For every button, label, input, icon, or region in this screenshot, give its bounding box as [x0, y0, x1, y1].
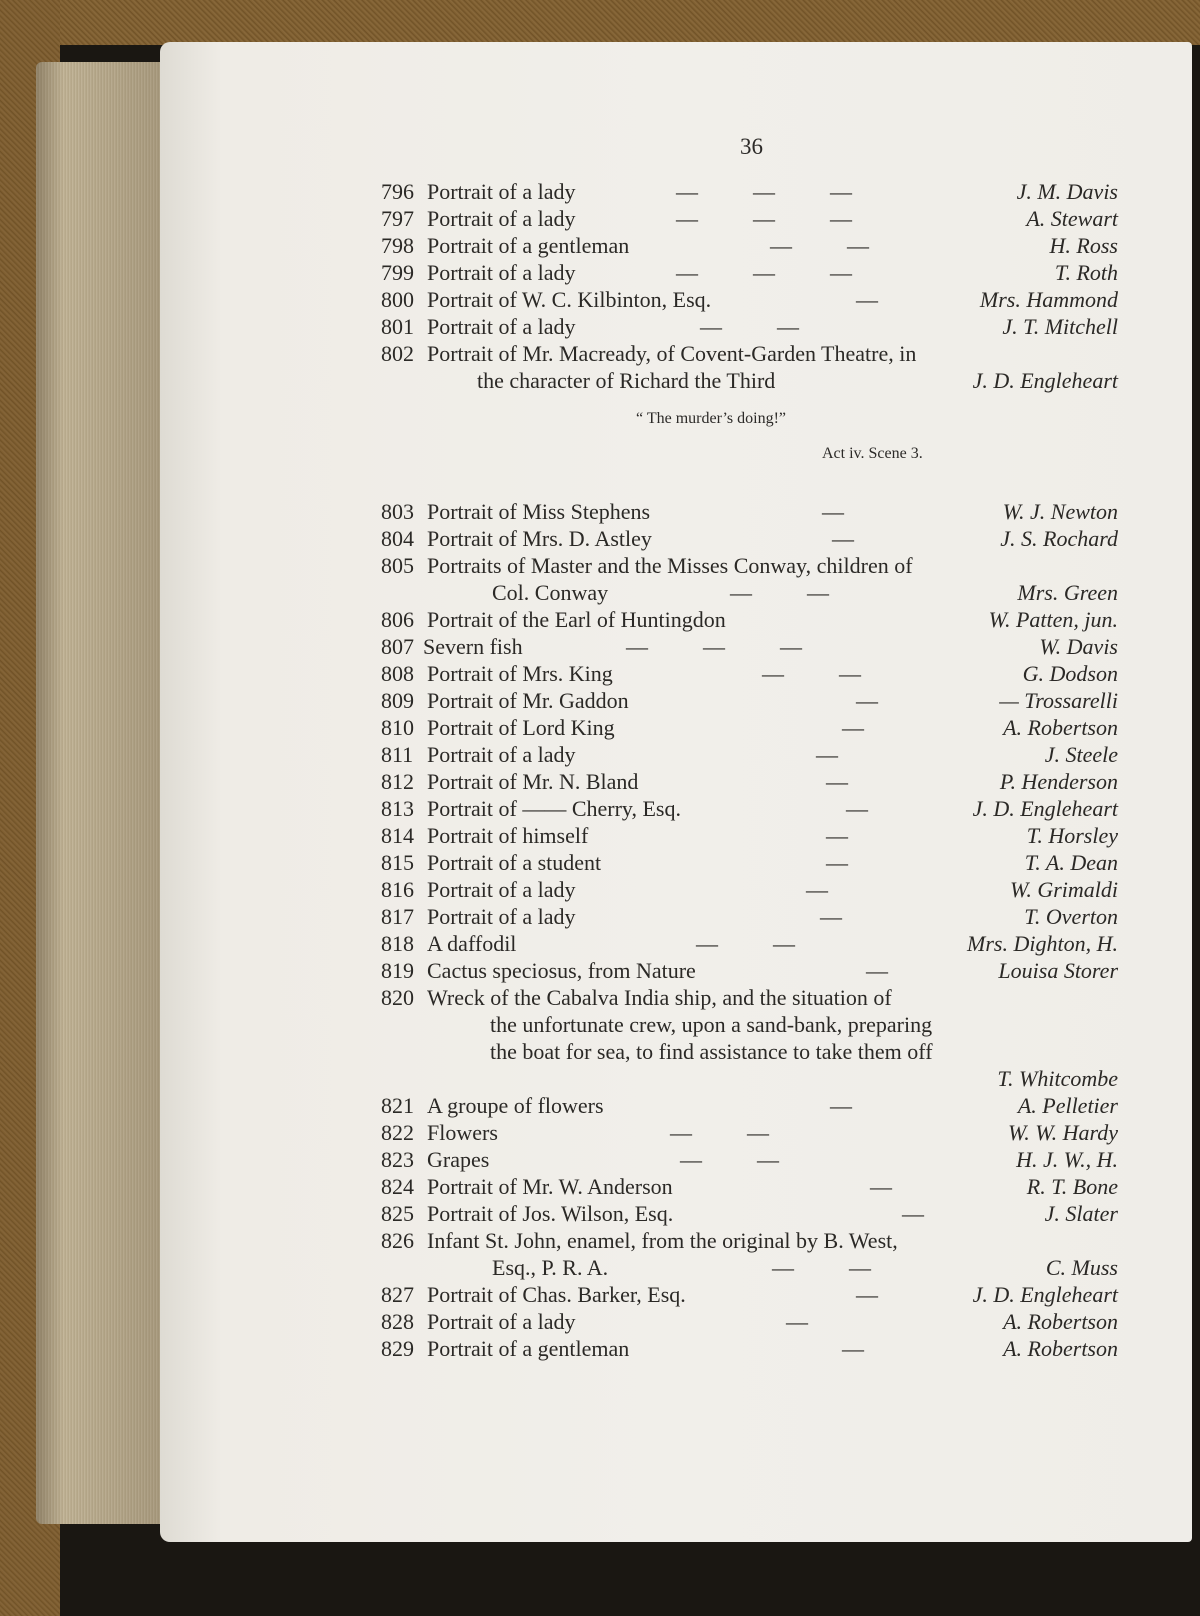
entry-number: 816: [381, 877, 414, 902]
entry-title: Portrait of Miss Stephens: [427, 499, 651, 524]
entry-title: Cactus speciosus, from Nature: [427, 958, 696, 983]
entry-dashes: —: [822, 499, 844, 524]
list-item: [0, 259, 1200, 287]
entry-title: Portrait of a lady: [427, 904, 576, 929]
entry-artist: J. Steele: [1044, 742, 1118, 767]
entry-number: 807: [381, 634, 414, 659]
entry-dashes: — —: [670, 1120, 769, 1145]
list-item-continuation: [0, 367, 1200, 395]
entry-dashes: —: [786, 1309, 808, 1334]
entry-title: Portrait of a gentleman: [427, 1336, 630, 1361]
entry-title: Portrait of a lady: [427, 314, 576, 339]
entry-artist: H. J. W., H.: [1016, 1147, 1118, 1172]
list-item: [0, 340, 1200, 368]
list-item-continuation: [0, 1254, 1200, 1282]
entry-dashes: —: [846, 796, 868, 821]
list-item: [0, 232, 1200, 260]
quotation: “ The murder’s doing!”: [636, 410, 787, 427]
entry-dashes: — —: [696, 931, 795, 956]
entry-artist: P. Henderson: [999, 769, 1118, 794]
entry-title: Flowers: [427, 1120, 498, 1145]
list-item: [0, 768, 1200, 796]
entry-number: 799: [381, 260, 414, 285]
entry-title: Portrait of Mrs. D. Astley: [427, 526, 652, 551]
entry-number: 802: [381, 341, 414, 366]
entry-dashes: — —: [762, 661, 861, 686]
list-item: [0, 903, 1200, 931]
entry-number: 828: [381, 1309, 414, 1334]
entry-artist: J. T. Mitchell: [1002, 314, 1118, 339]
entry-dashes: —: [902, 1201, 924, 1226]
list-item: [0, 178, 1200, 206]
entry-dashes: — —: [680, 1147, 779, 1172]
list-item: [0, 984, 1200, 1012]
entry-title: Portraits of Master and the Misses Conway, children of: [427, 553, 913, 578]
entry-artist: T. Overton: [1024, 904, 1118, 929]
entry-title-continuation: the unfortunate crew, upon a sand-bank, preparing: [490, 1012, 933, 1037]
entry-artist: Mrs. Dighton, H.: [967, 931, 1118, 956]
entry-dashes: —: [856, 1282, 878, 1307]
list-item-continuation: [0, 1038, 1200, 1066]
list-item: [0, 849, 1200, 877]
entry-dashes: — —: [700, 314, 799, 339]
entry-title-continuation: the boat for sea, to find assistance to take them off: [490, 1039, 933, 1064]
entry-artist: W. W. Hardy: [1007, 1120, 1118, 1145]
list-item: [0, 1227, 1200, 1255]
list-item: [0, 1335, 1200, 1363]
entry-number: 825: [381, 1201, 414, 1226]
list-item: [0, 660, 1200, 688]
entry-dashes: — — —: [626, 634, 802, 659]
list-item-continuation: [0, 1011, 1200, 1039]
entry-number: 798: [381, 233, 414, 258]
entry-number: 806: [381, 607, 414, 632]
entry-title: Grapes: [427, 1147, 490, 1172]
entry-dashes: —: [842, 1336, 864, 1361]
entry-artist: J. D. Engleheart: [972, 368, 1118, 393]
entry-number: 819: [381, 958, 414, 983]
list-item: [0, 205, 1200, 233]
entry-dashes: — —: [770, 233, 869, 258]
entry-artist: R. T. Bone: [1026, 1174, 1118, 1199]
entry-number: 827: [381, 1282, 414, 1307]
entry-title: Portrait of Mr. W. Anderson: [427, 1174, 673, 1199]
entry-artist: W. Patten, jun.: [988, 607, 1118, 632]
entry-title-continuation: the character of Richard the Third: [477, 368, 776, 393]
list-item: [0, 957, 1200, 985]
entry-title: Portrait of a lady: [427, 260, 576, 285]
list-item: [0, 1308, 1200, 1336]
entry-artist: A. Stewart: [1026, 206, 1118, 231]
entry-dashes: —: [826, 769, 848, 794]
entry-title: Portrait of Chas. Barker, Esq.: [427, 1282, 686, 1307]
entry-number: 823: [381, 1147, 414, 1172]
entry-artist: C. Muss: [1045, 1255, 1118, 1280]
entry-number: 803: [381, 499, 414, 524]
entry-artist: W. Grimaldi: [1010, 877, 1118, 902]
entry-number: 820: [381, 985, 414, 1010]
entry-artist: A. Robertson: [1003, 715, 1118, 740]
entry-title: Portrait of a student: [427, 850, 602, 875]
entry-artist: Mrs. Green: [1017, 580, 1118, 605]
entry-artist: Louisa Storer: [998, 958, 1118, 983]
entry-title-continuation: Esq., P. R. A.: [492, 1255, 609, 1280]
entry-dashes: —: [826, 850, 848, 875]
list-item: [0, 741, 1200, 769]
entry-dashes: —: [826, 823, 848, 848]
entry-dashes: —: [832, 526, 854, 551]
entry-artist: T. Whitcombe: [997, 1066, 1118, 1091]
list-item: [0, 1281, 1200, 1309]
entry-artist: J. M. Davis: [1016, 179, 1118, 204]
entry-number: 821: [381, 1093, 414, 1118]
entry-title: A daffodil: [427, 931, 517, 956]
list-item: [0, 1173, 1200, 1201]
entry-title-continuation: Col. Conway: [492, 580, 609, 605]
entry-title: Portrait of Mr. N. Bland: [427, 769, 639, 794]
entry-artist: J. Slater: [1044, 1201, 1118, 1226]
list-item: [0, 822, 1200, 850]
entry-number: 811: [381, 742, 414, 767]
list-item: [0, 606, 1200, 634]
entry-artist: W. J. Newton: [1002, 499, 1118, 524]
list-item: [0, 1092, 1200, 1120]
list-item: [0, 525, 1200, 553]
entry-title: Wreck of the Cabalva India ship, and the situation of: [427, 985, 892, 1010]
entry-number: 826: [381, 1228, 414, 1253]
entry-artist: A. Robertson: [1003, 1336, 1118, 1361]
entry-title: Portrait of Mr. Macready, of Covent-Garden Theatre, in: [427, 341, 917, 366]
entry-artist: T. A. Dean: [1024, 850, 1118, 875]
entry-title: A groupe of flowers: [427, 1093, 604, 1118]
entry-artist: Mrs. Hammond: [979, 287, 1118, 312]
entry-number: 829: [381, 1336, 414, 1361]
entry-dashes: — — —: [676, 179, 852, 204]
list-item: [0, 795, 1200, 823]
entry-title: Portrait of Jos. Wilson, Esq.: [427, 1201, 674, 1226]
entry-title: Portrait of Lord King: [427, 715, 615, 740]
entry-number: 801: [381, 314, 414, 339]
entry-number: 808: [381, 661, 414, 686]
entry-title: Portrait of a lady: [427, 206, 576, 231]
list-item: [0, 498, 1200, 526]
entry-number: 822: [381, 1120, 414, 1145]
list-item: [0, 1146, 1200, 1174]
entry-number: 800: [381, 287, 414, 312]
entry-title: Portrait of —— Cherry, Esq.: [427, 796, 681, 821]
entry-number: 815: [381, 850, 414, 875]
entry-dashes: —: [806, 877, 828, 902]
entry-dashes: —: [856, 287, 878, 312]
entry-title: Infant St. John, enamel, from the original by B. West,: [427, 1228, 898, 1253]
entry-artist: T. Roth: [1054, 260, 1118, 285]
entry-artist: J. D. Engleheart: [972, 1282, 1118, 1307]
entry-title: Portrait of W. C. Kilbinton, Esq.: [427, 287, 712, 312]
entry-title: Portrait of a lady: [427, 742, 576, 767]
list-item-continuation: [0, 579, 1200, 607]
entry-number: 796: [381, 179, 414, 204]
entry-number: 813: [381, 796, 414, 821]
list-item: [0, 313, 1200, 341]
entry-dashes: —: [866, 958, 888, 983]
entry-dashes: —: [830, 1093, 852, 1118]
list-item: [0, 286, 1200, 314]
entry-number: 805: [381, 553, 414, 578]
entry-title: Portrait of a lady: [427, 1309, 576, 1334]
entry-title: Portrait of the Earl of Huntingdon: [427, 607, 726, 632]
entry-artist: G. Dodson: [1022, 661, 1118, 686]
entry-dashes: — — —: [676, 206, 852, 231]
list-item: [0, 633, 1200, 661]
list-item: [0, 876, 1200, 904]
entry-artist: — Trossarelli: [999, 688, 1118, 713]
entry-title: Portrait of a gentleman: [427, 233, 630, 258]
entry-dashes: — —: [772, 1255, 871, 1280]
list-item: [0, 552, 1200, 580]
entry-title: Portrait of Mr. Gaddon: [427, 688, 629, 713]
entry-number: 797: [381, 206, 414, 231]
entry-dashes: — —: [730, 580, 829, 605]
list-item: [0, 687, 1200, 715]
entry-artist: J. D. Engleheart: [972, 796, 1118, 821]
entry-number: 810: [381, 715, 414, 740]
list-item: [0, 1119, 1200, 1147]
entry-number: 824: [381, 1174, 414, 1199]
entry-dashes: —: [842, 715, 864, 740]
quotation-reference: Act iv. Scene 3.: [822, 445, 923, 462]
entry-number: 817: [381, 904, 414, 929]
list-item: [0, 714, 1200, 742]
list-item: [0, 930, 1200, 958]
entry-title: Severn fish: [423, 634, 523, 659]
entry-dashes: —: [870, 1174, 892, 1199]
entry-dashes: —: [856, 688, 878, 713]
entry-dashes: —: [816, 742, 838, 767]
entry-artist: H. Ross: [1049, 233, 1118, 258]
list-item-continuation: [0, 1065, 1200, 1093]
entry-artist: J. S. Rochard: [1000, 526, 1118, 551]
entry-number: 814: [381, 823, 414, 848]
entry-number: 818: [381, 931, 414, 956]
entry-dashes: — — —: [676, 260, 852, 285]
entry-title: Portrait of Mrs. King: [427, 661, 613, 686]
entry-artist: W. Davis: [1039, 634, 1118, 659]
page-number: 36: [740, 134, 763, 159]
book-binding-top: [0, 0, 1200, 45]
entry-artist: A. Robertson: [1003, 1309, 1118, 1334]
entry-title: Portrait of a lady: [427, 877, 576, 902]
entry-artist: T. Horsley: [1026, 823, 1118, 848]
entry-dashes: —: [820, 904, 842, 929]
entry-title: Portrait of a lady: [427, 179, 576, 204]
entry-number: 804: [381, 526, 414, 551]
list-item: [0, 1200, 1200, 1228]
entry-number: 812: [381, 769, 414, 794]
entry-number: 809: [381, 688, 414, 713]
entry-artist: A. Pelletier: [1017, 1093, 1118, 1118]
entry-title: Portrait of himself: [427, 823, 589, 848]
